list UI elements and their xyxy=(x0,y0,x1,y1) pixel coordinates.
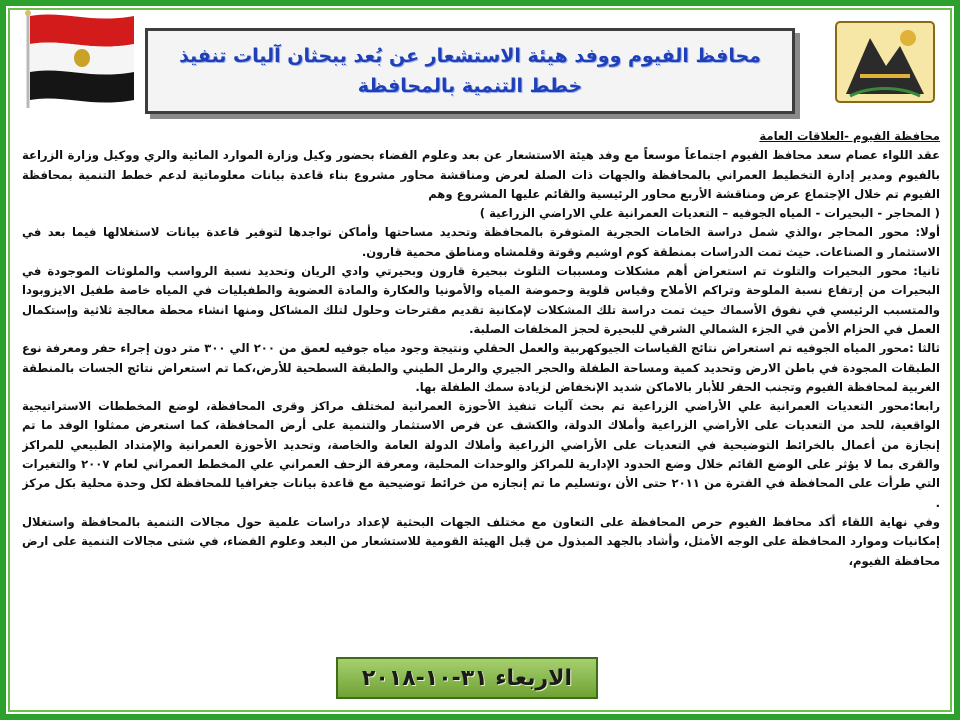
article-paragraph-axes: ( المحاجر - البحيرات - المياه الجوفيه – التعديات العمرانية علي الاراضي الزراعية ) xyxy=(479,206,940,221)
article-body xyxy=(22,127,940,647)
article-paragraph-encroachments: رابعا:محور التعديات العمرانية علي الأراضي الزراعية تم بحث آليات تنفيذ الأحوزة العمرانية لمختلف مراكز وقرى المحافظة، لوضع المخططات الاستراتيجية الواقعية، للحد من التعديات على الأراضي الزراعية وأملاك الدولة، والكشف عن فرص الاستثمار والتنمية على أرض المحافظة، كما استعرض ممثلوا الوفد ما تم إنجازة من أعمال بالخرائط التوضيحية في التعديات على الأراضي الزراعية وأملاك الدولة العامة والخاصة، وتحديد الأحوزة العمرانية والإمتداد الطبيعي للمراكز والقرى بما لا يؤثر على الوضع القائم خلال وضع الحدود الإدارية للمراكز والوحدات المحلية، ومعرفة الزحف العمراني علي المخطط العمراني لعام ٢٠٠٧ والتغيرات التي طرأت على المحافظة في الفترة من ٢٠١١ حتى الأن ،وتسليم ما تم إنجازه من خرائط توضيحية مع قاعدة بيانات جغرافيا للمحافظة لكل وحدة محلية بكل مركز . xyxy=(22,399,940,510)
article-paragraph-quarries: أولا: محور المحاجر ،والذي شمل دراسة الخامات الحجرية المتوفرة بالمحافظة وتحديد مساحتها وأماكن تواجدها لتوفير قاعدة بيانات لاستغلالها فيما بعد في الاستثمار و الصناعات. حيث تمت الدراسات بمنطقة كوم اوشيم وقوتة وقلمشاه ومناطق محمية قارون. xyxy=(22,225,940,259)
article-paragraph-groundwater: ثالثا :محور المياه الجوفيه تم استعراض نتائج القياسات الجيوكهربية والعمل الحقلي ونتيجة وجود مياه جوفيه لعمق من ٢٠٠ الي ٣٠٠ متر دون إجراء حفر ومعرفة نوع الطبقات المجودة في باطن الارض وتحديد كمية ومساحة الطفلة والحجر الجيري والرمل الطيني والطبقة السطحية للأرض،كما تم استعراض نتائج الجسات بالمنطقة الغربية لمحافظة الفيوم وتجنب الحفر للأبار بالاماكن شديد الإنخفاض لزيادة سمك الطفلة بها. xyxy=(22,341,940,394)
fayoum-governorate-logo-icon xyxy=(830,16,940,108)
article-source: محافظة الفيوم -العلاقات العامة xyxy=(759,129,940,143)
egypt-flag-icon xyxy=(22,10,140,110)
title-box xyxy=(145,28,795,114)
article-paragraph-lakes: ثانيا: محور البحيرات والتلوث تم استعراض أهم مشكلات ومسببات التلوث ببحيرة قارون وبحيرتي وادي الريان وتحديد نسبة الرواسب والملوثات الموجودة في البحيرات من إرتفاع نسبة الملوحة وتراكم الأملاح وقياس قلوية وحموضة المياه والأمونيا والعكارة والمادة العضوية والطفيليات في المياه خاصة طفيل الايزوبودا والمتسبب الرئيسي في نفوق الأسماك حيث تمت دراسة تلك المشكلات لإمكانية تقديم مقترحات وحلول لتلك المشاكل ومنها انشاء محطة معالجة ثلاثية وإستكمال العمل في الحزام الأمن في الجزء الشمالي الشرقي للبحيرة لحجز المخلفات الصلبة. xyxy=(22,264,940,336)
article-paragraph-intro: عقد اللواء عصام سعد محافظ الفيوم اجتماعاً موسعاً مع وفد هيئة الاستشعار عن بعد وعلوم الفضاء بحضور وكيل وزارة الموارد المائية والري ووكيل وزارة الزراعة بالفيوم ومدير إدارة التخطيط العمراني بالمحافظة والجهات ذات الصلة لعرض ومناقشة محاور مشروع بناء قاعدة بيانات معلوماتية لدعم خطط التنمية بمحافظة الفيوم تم خلال الإجتماع عرض ومناقشة الأربع محاور الرئيسية والقائم عليها المشروع وهم xyxy=(22,148,940,201)
date-text: الاربعاء ٣١-١٠-٢٠١٨ xyxy=(361,665,573,691)
article-paragraph-closing: وفي نهاية اللقاء أكد محافظ الفيوم حرص المحافظة على التعاون مع مختلف الجهات البحثية لإعداد دراسات علمية حول مجالات التنمية بالمحافظة واستغلال إمكانيات وموارد المحافظة على الوجه الأمثل، وأشاد بالجهد المبذول من قِبل الهيئة القومية للاستشعار من البعد وعلوم الفضاء، في شتى مجالات التنمية على ارض محافظة الفيوم، xyxy=(22,514,940,568)
page-title: محافظ الفيوم ووفد هيئة الاستشعار عن بُعد يبحثان آليات تنفيذ خطط التنمية بالمحافظة xyxy=(179,45,761,97)
date-banner xyxy=(336,657,598,699)
